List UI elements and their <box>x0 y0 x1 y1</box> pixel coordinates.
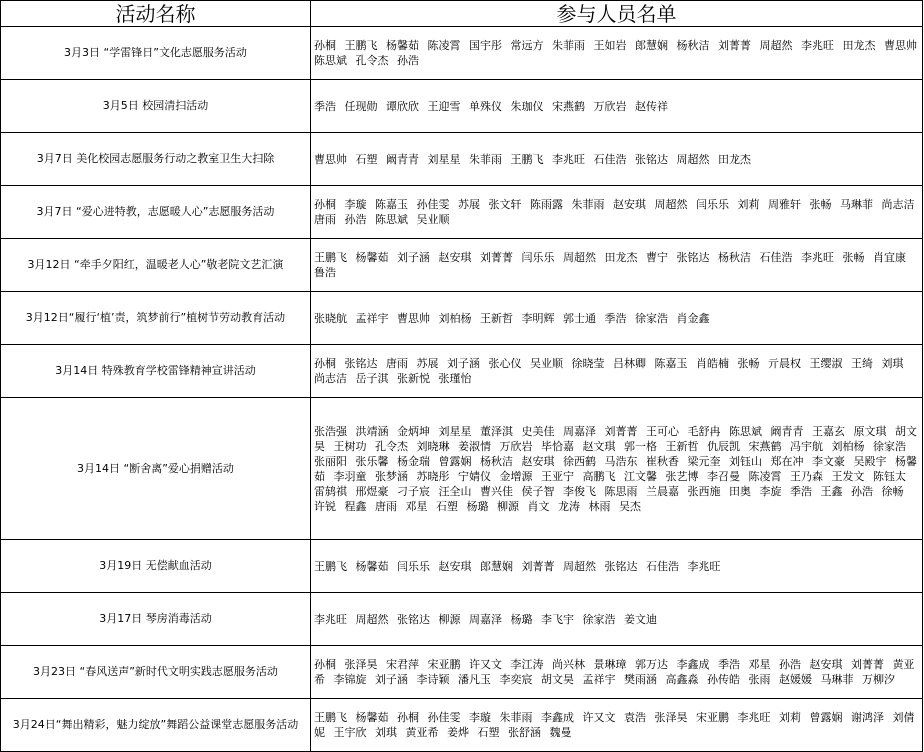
table-row <box>1 593 923 646</box>
activity-cell: 3月5日 校园清扫活动 <box>1 80 311 133</box>
activity-cell: 3月17日 琴房消毒活动 <box>1 593 311 646</box>
names-cell: 季浩 任现勋 谭欣欣 王迎雪 单殊仪 朱珈仪 宋燕鹤 万欣岩 赵传祥 <box>311 80 923 133</box>
activity-cell: 3月12日“履行‘植’责，筑梦前行”植树节劳动教育活动 <box>1 292 311 345</box>
table-row <box>1 398 923 540</box>
table-row <box>1 80 923 133</box>
table-row <box>1 540 923 593</box>
names-cell: 王鹏飞 杨馨茹 孙桐 孙佳雯 李璇 朱菲雨 李鑫成 许又文 袁浩 张泽昊 宋亚鹏 李兆旺 刘莉 曾露娴 谢鸿泽 刘倩妮 王宇欣 刘琪 黄亚希 姜烨 石塑 张舒涵 魏曼 <box>311 699 923 752</box>
activity-cell: 3月12日 “牵手夕阳红，温暖老人心”敬老院文艺汇演 <box>1 239 311 292</box>
names-cell: 孙桐 张泽昊 宋君萍 宋亚鹏 许又文 李江涛 尚兴林 景琳璋 郭万达 李鑫成 季浩 邓星 孙浩 赵安琪 刘菁菁 黄亚希 李锦旋 刘子涵 李诗颖 潘凡玉 李奕宸 胡文昊 孟祥宇 樊雨涵 高鑫淼 孙传皓 张雨 赵媛媛 马琳菲 万柳汐 <box>311 646 923 699</box>
names-cell: 王鹏飞 杨馨茹 刘子涵 赵安琪 刘菁菁 闫乐乐 周超然 田龙杰 曹宁 张铭达 杨秋洁 石佳浩 李兆旺 张畅 肖宜康 鲁浩 <box>311 239 923 292</box>
activity-cell: 3月19日 无偿献血活动 <box>1 540 311 593</box>
table-row <box>1 239 923 292</box>
activity-cell: 3月7日 美化校园志愿服务行动之教室卫生大扫除 <box>1 133 311 186</box>
table-row <box>1 699 923 752</box>
names-cell: 张浩强 洪靖涵 金炳坤 刘星星 董泽淇 史美佳 周嘉泽 刘菁菁 王可心 毛舒冉 陈思斌 阚青青 王嘉玄 原文琪 胡文昊 王树功 孔令杰 刘晓琳 姜淑情 万欣岩 毕恰嘉 赵文琪 郭一格 王新哲 仇辰凯 宋燕鹤 冯宇航 刘柏杨 徐家浩 张丽阳 张乐馨 杨金瑞 曾露娴 杨秋洁 赵安琪 徐西鹤 马浩东 崔秋香 梁元奎 刘钰山 郑在冲 李文豪 吴殿宇 杨馨茹 李羽童 张梦涵 苏晓彤 宁婧仪 金增源 王亚宁 高鹏飞 江文馨 张艺博 李召曼 陈凌霄 王乃森 王发文 陈钰太 雷鸫祺 邢煜豪 刁子宸 汪全山 曹兴佳 侯子智 李俊飞 陈思雨 兰晨嘉 张西施 田奥 李旋 季浩 王鑫 孙浩 徐畅 许锐 程鑫 唐雨 邓星 石塑 杨璐 柳源 肖文 龙涛 林雨 吴杰 <box>311 398 923 540</box>
header-row <box>1 1 923 27</box>
table-row <box>1 292 923 345</box>
table-row <box>1 345 923 398</box>
activity-cell: 3月7日 “爱心进特教，志愿暖人心”志愿服务活动 <box>1 186 311 239</box>
activity-cell: 3月14日 “断舍离”爱心捐赠活动 <box>1 398 311 540</box>
activity-cell: 3月23日 “春风送声”新时代文明实践志愿服务活动 <box>1 646 311 699</box>
names-cell: 李兆旺 周超然 张铭达 柳源 周嘉泽 杨璐 李飞宇 徐家浩 姜文迪 <box>311 593 923 646</box>
activity-cell: 3月14日 特殊教育学校雷锋精神宣讲活动 <box>1 345 311 398</box>
names-cell: 张晓航 孟祥宇 曹思帅 刘柏杨 王新哲 李明辉 郭士通 季浩 徐家浩 肖金鑫 <box>311 292 923 345</box>
activity-name-header: 活动名称 <box>1 1 311 27</box>
names-cell: 孙桐 张铭达 唐雨 苏展 刘子涵 张心仪 吴业顺 徐晓莹 吕林卿 陈嘉玉 肖皓楠 张畅 亓晨权 王缨淑 王绮 刘琪 尚志洁 岳子淇 张新悦 张瑾怡 <box>311 345 923 398</box>
table-row <box>1 646 923 699</box>
names-cell: 王鹏飞 杨馨茹 闫乐乐 赵安琪 郎慧娴 刘菁菁 周超然 张铭达 石佳浩 李兆旺 <box>311 540 923 593</box>
names-cell: 曹思帅 石塑 阚青青 刘星星 朱菲雨 王鹏飞 李兆旺 石佳浩 张铭达 周超然 田龙杰 <box>311 133 923 186</box>
activity-cell: 3月24日“舞出精彩，魅力绽放”舞蹈公益课堂志愿服务活动 <box>1 699 311 752</box>
names-cell: 孙桐 王鹏飞 杨馨茹 陈凌霄 国宇彤 常远方 朱菲雨 王如岩 郎慧娴 杨秋洁 刘菁菁 周超然 李兆旺 田龙杰 曹思帅 陈思斌 孔令杰 孙浩 <box>311 27 923 80</box>
table-row <box>1 133 923 186</box>
activity-cell: 3月3日 “学雷锋日”文化志愿服务活动 <box>1 27 311 80</box>
table-row <box>1 186 923 239</box>
participants-header: 参与人员名单 <box>311 1 923 27</box>
names-cell: 孙桐 李璇 陈嘉玉 孙佳雯 苏展 张文轩 陈雨露 朱菲雨 赵安琪 周超然 闫乐乐 刘莉 周雅轩 张畅 马琳菲 尚志洁 唐雨 孙浩 陈思斌 吴业顺 <box>311 186 923 239</box>
table-row <box>1 27 923 80</box>
